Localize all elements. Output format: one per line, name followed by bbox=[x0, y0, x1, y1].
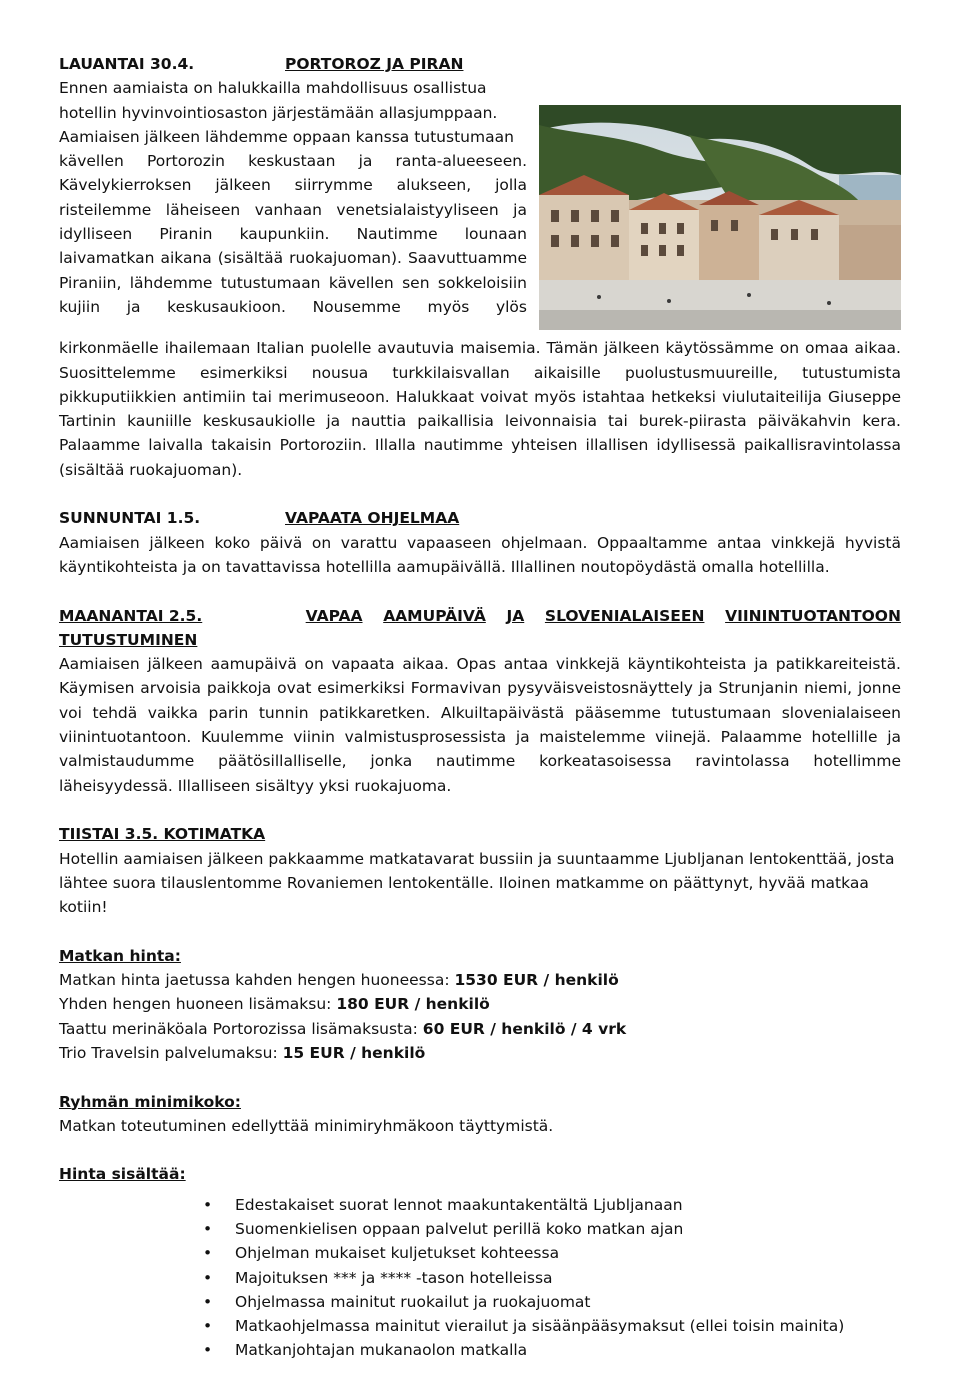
includes-list bbox=[59, 1193, 901, 1363]
list-item: • Suomenkielisen oppaan palvelut perillä koko matkan ajan bbox=[235, 1217, 901, 1241]
list-item: • Edestakaiset suorat lennot maakuntakentältä Ljubljanaan bbox=[235, 1193, 901, 1217]
text-line: idylliseen Piranin kaupunkiin. Nautimme lounaan bbox=[59, 225, 527, 244]
day-title-word: AAMUPÄIVÄ bbox=[383, 606, 486, 625]
price-label: Yhden hengen huoneen lisämaksu: bbox=[59, 995, 337, 1014]
monday-body: Aamiaisen jälkeen aamupäivä on vapaata aikaa. Opas antaa vinkkejä käyntikohteista ja patikkareiteistä. Käymisen arvoisia paikkoja ovat esimerkiksi Formavivan pysyväisveistosnäyttely ja Strunjanin niemi, jonne voi tehdä vaikka parin tunnin patikkaretken. Alkuiltapäivästä pääsemme tutustumaan slovenialaiseen viinintuotantoon. Kuulemme viinin valmistusprosessista ja maistelemme viinejä. Palaamme hotellille ja valmistaudumme päätösillalliselle, jonka nautimme korkeatasoisessa ravintolassa hotellimme läheisyydessä. Illalliseen sisältyy yksi ruokajuoma. bbox=[59, 655, 901, 795]
text-line: kujiin ja keskusaukioon. Nousemme myös ylös bbox=[59, 297, 527, 316]
day-title-word: JA bbox=[506, 606, 525, 625]
text-line: Aamiaisen jälkeen lähdemme oppaan kanssa tutustumaan bbox=[59, 127, 514, 146]
day-date: SUNNUNTAI 1.5. bbox=[59, 509, 201, 528]
text-line: lähtee suora tilauslentomme Rovaniemen lentokentälle. Iloinen matkamme on päättynyt, hyvää matkaa bbox=[59, 873, 869, 892]
document-page bbox=[59, 52, 901, 1363]
tuesday-body bbox=[59, 847, 901, 920]
list-item: • Matkaohjelmassa mainitut vierailut ja sisäänpääsymaksut (ellei toisin mainita) bbox=[235, 1314, 901, 1338]
day-title-word: VIININTUOTANTOON bbox=[725, 606, 901, 625]
text-line: laivamatkan aikana (sisältää ruokajuoman). Saavuttuamme bbox=[59, 249, 527, 268]
sunday-body: Aamiaisen jälkeen koko päivä on varattu vapaaseen ohjelmaan. Oppaaltamme antaa vinkkejä hyvistä käyntikohteista ja on tavattavissa hotellilla aamupäivällä. Illallinen noutopöydästä omalla hotellilla. bbox=[59, 533, 901, 576]
price-value: 180 EUR / henkilö bbox=[336, 995, 490, 1014]
price-label: Matkan hinta jaetussa kahden hengen huoneessa: bbox=[59, 971, 455, 990]
heading-saturday bbox=[59, 52, 901, 76]
price-list bbox=[59, 968, 901, 1065]
heading-price: Matkan hinta: bbox=[59, 946, 181, 965]
day-date: LAUANTAI 30.4. bbox=[59, 55, 195, 73]
minimum-group-text: Matkan toteutuminen edellyttää minimiryhmäkoon täyttymistä. bbox=[59, 1116, 554, 1135]
heading-sunday bbox=[59, 506, 901, 530]
price-row bbox=[59, 968, 901, 992]
day-title: VAPAATA OHJELMAA bbox=[285, 509, 460, 528]
price-row bbox=[59, 1017, 901, 1041]
text-line: Piraniin, lähdemme tutustumaan kävellen sen sokkeloisiin bbox=[59, 273, 527, 292]
price-label: Taattu merinäköala Portorozissa lisämaksusta: bbox=[59, 1019, 423, 1038]
heading-price-includes: Hinta sisältää: bbox=[59, 1165, 186, 1184]
heading-monday bbox=[59, 604, 901, 628]
text-line: kävellen Portorozin keskustaan ja ranta-alueeseen. bbox=[59, 152, 527, 171]
price-value: 60 EUR / henkilö / 4 vrk bbox=[422, 1019, 627, 1038]
price-label: Trio Travelsin palvelumaksu: bbox=[59, 1043, 283, 1062]
price-value: 15 EUR / henkilö bbox=[282, 1043, 426, 1062]
list-item: • Matkanjohtajan mukanaolon matkalla bbox=[235, 1338, 901, 1362]
day-title-line2: TUTUSTUMINEN bbox=[59, 630, 198, 649]
heading-minimum-group: Ryhmän minimikoko: bbox=[59, 1092, 241, 1111]
saturday-body: kirkonmäelle ihailemaan Italian puolelle avautuvia maisemia. Tämän jälkeen käytössämme on omaa aikaa. Suosittelemme esimerkiksi nousua turkkilaisvallan aikaisille puolustusmuureille, tutustumista pikkuputiikkien antimiin tai merimuseoon. Halukkaat voivat myös istahtaa hetkeksi viulutaiteilija Giuseppe Tartinin kauniille keskusaukiolle ja nauttia paikallisia leivonnaisia tai burek-piirasta päiväkahvin kera. Palaamme laivalla takaisin Portoroziin. Illalla nautimme yhteisen illallisen idyllisessä paikallisravintolassa (sisältää ruokajuoman). bbox=[59, 339, 901, 479]
text-line: risteilemme läheiseen vanhaan venetsialaistyyliseen ja bbox=[59, 200, 527, 219]
list-item: • Ohjelman mukaiset kuljetukset kohteessa bbox=[235, 1241, 901, 1265]
day-title: PORTOROZ JA PIRAN bbox=[285, 55, 464, 73]
piran-town-photo bbox=[539, 105, 901, 330]
heading-tuesday: TIISTAI 3.5. KOTIMATKA bbox=[59, 825, 266, 844]
price-value: 1530 EUR / henkilö bbox=[454, 971, 619, 990]
list-item: • Ohjelmassa mainitut ruokailut ja ruokajuomat bbox=[235, 1290, 901, 1314]
text-line: Ennen aamiaista on halukkailla mahdollisuus osallistua bbox=[59, 79, 487, 98]
day-title-word: SLOVENIALAISEEN bbox=[544, 606, 705, 625]
day-date: MAANANTAI 2.5. bbox=[59, 606, 203, 625]
day-title-word: VAPAA bbox=[305, 606, 363, 625]
text-line: kotiin! bbox=[59, 898, 108, 917]
price-row bbox=[59, 1041, 901, 1065]
text-line: hotellin hyvinvointiosaston järjestämään allasjumppaan. bbox=[59, 103, 498, 122]
text-line: Kävelykierroksen jälkeen siirrymme alukseen, jolla bbox=[59, 176, 527, 195]
text-line: Hotellin aamiaisen jälkeen pakkaamme matkatavarat bussiin ja suuntaamme Ljubljanan lentokenttää, josta bbox=[59, 849, 895, 868]
price-row bbox=[59, 992, 901, 1016]
list-item: • Majoituksen *** ja **** -tason hotelleissa bbox=[235, 1266, 901, 1290]
